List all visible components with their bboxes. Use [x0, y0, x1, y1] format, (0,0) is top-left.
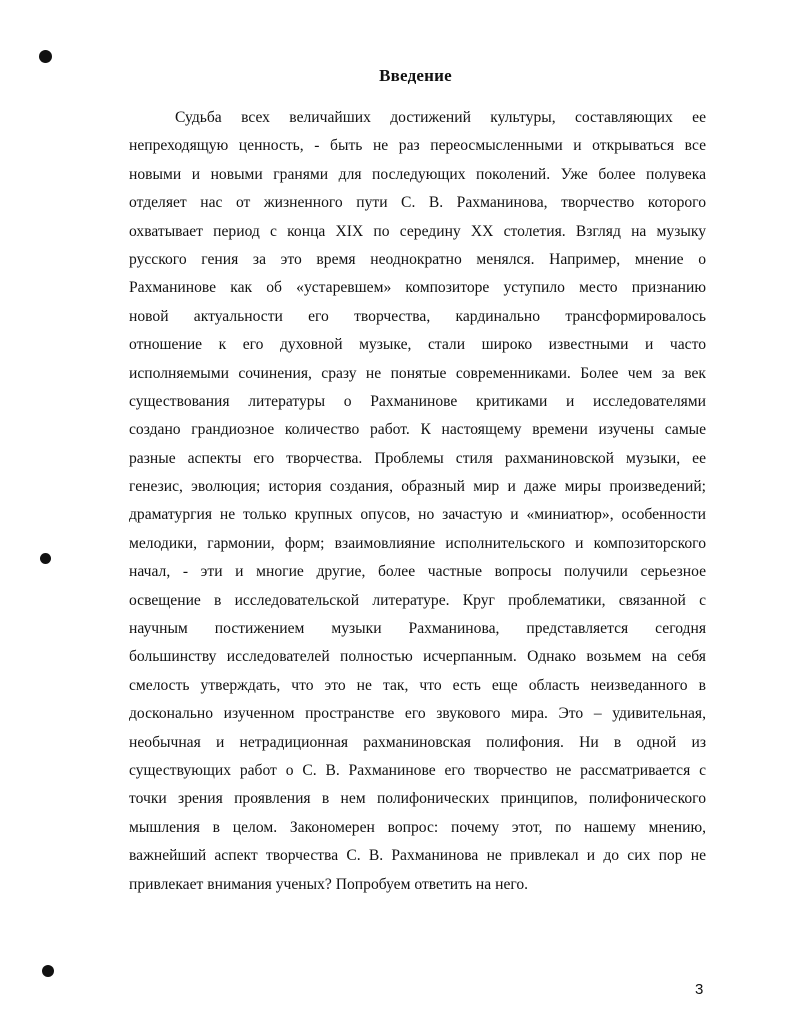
punch-hole-mark [42, 965, 54, 977]
paragraph-line: разные аспекты его творчества. Проблемы стиля рахманиновской музыки, ее [129, 449, 706, 467]
paragraph-line: научным постижением музыки Рахманинова, представляется сегодня [129, 620, 706, 638]
section-heading: Введение [379, 66, 452, 85]
paragraph-line: досконально изученном пространстве его звукового мира. Это – удивительная, [129, 705, 706, 723]
paragraph-line: большинству исследователей полностью исчерпанным. Однако возьмем на себя [129, 648, 706, 666]
paragraph-line: существования литературы о Рахманинове критиками и исследователями [129, 392, 706, 410]
paragraph-line: точки зрения проявления в нем полифонических принципов, полифонического [129, 790, 706, 808]
paragraph-line: отношение к его духовной музыке, стали широко известными и часто [129, 336, 706, 354]
paragraph-line: начал, - эти и многие другие, более частные вопросы получили серьезное [129, 563, 706, 581]
paragraph-line: новой актуальности его творчества, кардинально трансформировалось [129, 307, 706, 325]
paragraph-line: охватывает период с конца XIX по середину XX столетия. Взгляд на музыку [129, 222, 706, 240]
paragraph-line: отделяет нас от жизненного пути С. В. Рахманинова, творчество которого [129, 194, 706, 212]
paragraph-line: драматургия не только крупных опусов, но зачастую и «миниатюр», особенности [129, 506, 706, 524]
paragraph-line: смелость утверждать, что это не так, что есть еще область неизведанного в [129, 676, 706, 694]
page-number: 3 [695, 981, 704, 998]
punch-hole-mark [40, 553, 51, 564]
paragraph-line: исполняемыми сочинения, сразу не понятые современниками. Более чем за век [129, 364, 706, 382]
paragraph-line: привлекает внимания ученых? Попробуем ответить на него. [129, 875, 529, 893]
paragraph-line: важнейший аспект творчества С. В. Рахманинова не привлекал и до сих пор не [129, 847, 706, 865]
paragraph-line: необычная и нетрадиционная рахманиновская полифония. Ни в одной из [129, 733, 706, 751]
paragraph-line: непреходящую ценность, - быть не раз переосмысленными и открываться все [129, 137, 706, 155]
paragraph-line: мелодики, гармонии, форм; взаимовлияние исполнительского и композиторского [129, 534, 706, 552]
paragraph-line: мышления в целом. Закономерен вопрос: почему этот, по нашему мнению, [129, 818, 706, 836]
paragraph-line: существующих работ о С. В. Рахманинове его творчество не рассматривается с [129, 761, 706, 779]
paragraph-line: Судьба всех величайших достижений культуры, составляющих ее [175, 109, 706, 126]
punch-hole-mark [39, 50, 52, 63]
body-paragraph [129, 104, 706, 899]
paragraph-line: создано грандиозное количество работ. К настоящему времени изучены самые [129, 421, 706, 439]
paragraph-line: генезис, эволюция; история создания, образный мир и даже миры произведений; [129, 478, 706, 496]
paragraph-line: Рахманинове как об «устаревшем» композиторе уступило место признанию [129, 279, 706, 297]
paragraph-line: русского гения за это время неоднократно менялся. Например, мнение о [129, 250, 706, 268]
paragraph-line: освещение в исследовательской литературе. Круг проблематики, связанной с [129, 591, 706, 609]
paragraph-line: новыми и новыми гранями для последующих поколений. Уже более полувека [129, 165, 706, 183]
